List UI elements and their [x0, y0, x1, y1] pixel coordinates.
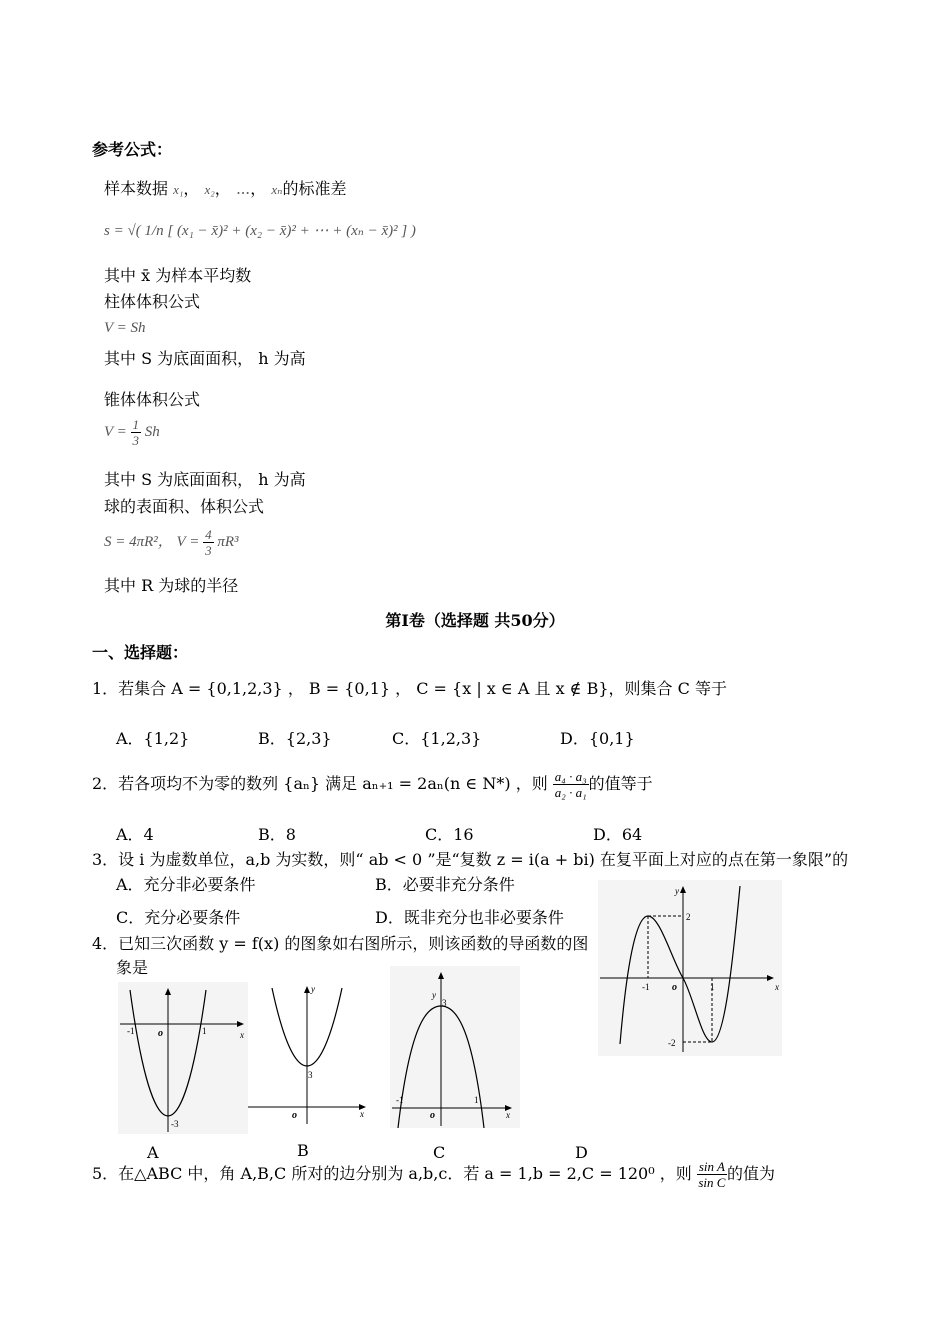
q2-stem-b: 的值等于 [588, 774, 653, 793]
graph-label-b: B [297, 1141, 309, 1160]
graph-a-min-label: -3 [171, 1119, 179, 1129]
cone-formula [104, 418, 160, 447]
sample-data-label: 样本数据 [104, 179, 169, 198]
sphere-title: 球的表面积、体积公式 [104, 497, 265, 516]
q1-option-c: C．{1,2,3} [392, 729, 482, 748]
sample-data-suffix: 的标准差 [282, 179, 347, 198]
graph-b-y-arrow [304, 986, 310, 993]
q2-option-b: B．8 [258, 825, 296, 844]
graph-d [598, 880, 782, 1056]
q2-frac-den: a₂ · a₁ [554, 785, 587, 800]
q1-stem: 1．若集合 A = {0,1,2,3} ， B = {0,1} ， C = {x | x ∈ A 且 x ∉ B}，则集合 C 等于 [92, 679, 727, 698]
graph-a-x-label: x [240, 1030, 244, 1040]
cone-frac-den: 3 [132, 433, 140, 448]
q5-frac-den: sin C [698, 1175, 726, 1190]
graph-d-min-label: -2 [668, 1038, 676, 1048]
q1-option-d: D．{0,1} [560, 729, 635, 748]
q2-frac-num: a₄ · a₃ [554, 769, 587, 784]
graph-a-tick-right: 1 [202, 1026, 207, 1036]
graph-d-bg [598, 880, 782, 1056]
graph-c-origin: o [430, 1110, 435, 1121]
graph-a-bg [118, 982, 248, 1134]
q3-option-b: B．必要非充分条件 [375, 875, 515, 894]
graph-c-tick-right: 1 [474, 1095, 479, 1105]
q3-option-d: D．既非充分也非必要条件 [375, 908, 564, 927]
prism-note: 其中 S 为底面面积， h 为高 [104, 349, 306, 368]
sphere-formula-s: S = 4πR²， [104, 533, 173, 550]
q2-stem [92, 770, 653, 799]
graph-c-max-label: 3 [442, 998, 447, 1008]
cone-fraction [131, 418, 142, 447]
q5-stem-b: 的值为 [726, 1164, 775, 1183]
graph-c [390, 966, 520, 1128]
graph-d-origin: o [672, 982, 677, 993]
graph-c-bg [390, 966, 520, 1128]
sphere-formula [104, 528, 239, 557]
prism-title: 柱体体积公式 [104, 292, 201, 311]
q3-option-c: C．充分必要条件 [116, 908, 241, 927]
graph-d-x-label: x [775, 982, 779, 992]
q5-frac-num: sin A [698, 1159, 725, 1174]
q2-option-d: D．64 [593, 825, 643, 844]
graph-d-tick-right: 1 [710, 982, 715, 992]
q1-option-a: A．{1,2} [116, 729, 190, 748]
q3-stem: 3．设 i 为虚数单位，a,b 为实数，则“ ab < 0 ”是“复数 z = i(a + bi) 在复平面上对应的点在第一象限”的 [92, 850, 849, 869]
cone-formula-rhs: Sh [144, 423, 160, 440]
q2-option-c: C．16 [425, 825, 474, 844]
sample-data-line: 样本数据 x₁， x₂， ⋯， xₙ的标准差 [104, 179, 347, 198]
graph-d-max-label: 2 [686, 912, 691, 922]
sphere-formula-v-lhs: V = [176, 533, 200, 550]
q5-stem-a: 5．在△ABC 中，角 A,B,C 所对的边分别为 a,b,c．若 a = 1,b = 2,C = 120⁰ ，则 [92, 1164, 692, 1183]
graph-c-x-label: x [506, 1110, 510, 1120]
q2-option-a: A．4 [116, 825, 154, 844]
graph-b-x-label: x [360, 1109, 364, 1119]
cone-note: 其中 S 为底面面积， h 为高 [104, 470, 306, 489]
graph-b [246, 974, 372, 1126]
sample-var-2: x₂ [204, 182, 215, 197]
sphere-fraction [203, 528, 214, 557]
graph-c-tick-left: -1 [396, 1095, 404, 1105]
part-title: 一、选择题： [92, 643, 189, 662]
q1-option-b: B．{2,3} [258, 729, 332, 748]
q2-fraction [553, 770, 589, 799]
q4-stem-line1: 4．已知三次函数 y = f(x) 的图象如右图所示，则该函数的导函数的图 [92, 934, 589, 953]
prism-formula: V = Sh [104, 320, 146, 336]
graph-label-a: A [147, 1143, 159, 1162]
section-title: 第Ⅰ卷（选择题 共50分） [385, 611, 565, 630]
graph-a-origin: o [158, 1028, 163, 1039]
sphere-frac-num: 4 [205, 527, 212, 542]
q5-fraction [697, 1160, 727, 1189]
sphere-formula-v-rhs: πR³ [217, 533, 239, 550]
formulas-heading: 参考公式： [92, 140, 173, 159]
graph-label-d: D [575, 1143, 588, 1162]
sample-var-ellipsis: ⋯ [235, 179, 251, 198]
mean-note: 其中 x̄ 为样本平均数 [104, 266, 252, 285]
graph-b-vertex-label: 3 [308, 1070, 313, 1080]
graph-a [118, 982, 248, 1134]
q3-option-a: A．充分非必要条件 [116, 875, 256, 894]
cone-title: 锥体体积公式 [104, 390, 201, 409]
q4-stem-line2: 象是 [116, 958, 149, 977]
graph-b-origin: o [292, 1110, 297, 1121]
graph-label-c: C [433, 1143, 446, 1162]
graph-a-tick-left: -1 [127, 1026, 135, 1036]
graph-c-y-label: y [432, 990, 436, 1000]
sphere-note: 其中 R 为球的半径 [104, 576, 239, 595]
sphere-frac-den: 3 [205, 543, 212, 558]
q5-stem [92, 1160, 775, 1189]
sample-var-n: xₙ [271, 182, 283, 197]
sample-var-1: x₁ [173, 182, 184, 197]
std-formula: s = √( 1/n [ (x₁ − x̄)² + (x₂ − x̄)² + ⋯ + (xₙ − x̄)² ] ) [104, 223, 416, 239]
cone-frac-num: 1 [132, 417, 140, 432]
cone-formula-lhs: V = [104, 423, 127, 440]
graph-b-y-label: y [311, 984, 315, 994]
q2-stem-a: 2．若各项均不为零的数列 {aₙ} 满足 aₙ₊₁ = 2aₙ(n ∈ N*) ，则 [92, 774, 548, 793]
graph-d-tick-left: -1 [642, 982, 650, 992]
graph-d-y-label: y [675, 886, 679, 896]
